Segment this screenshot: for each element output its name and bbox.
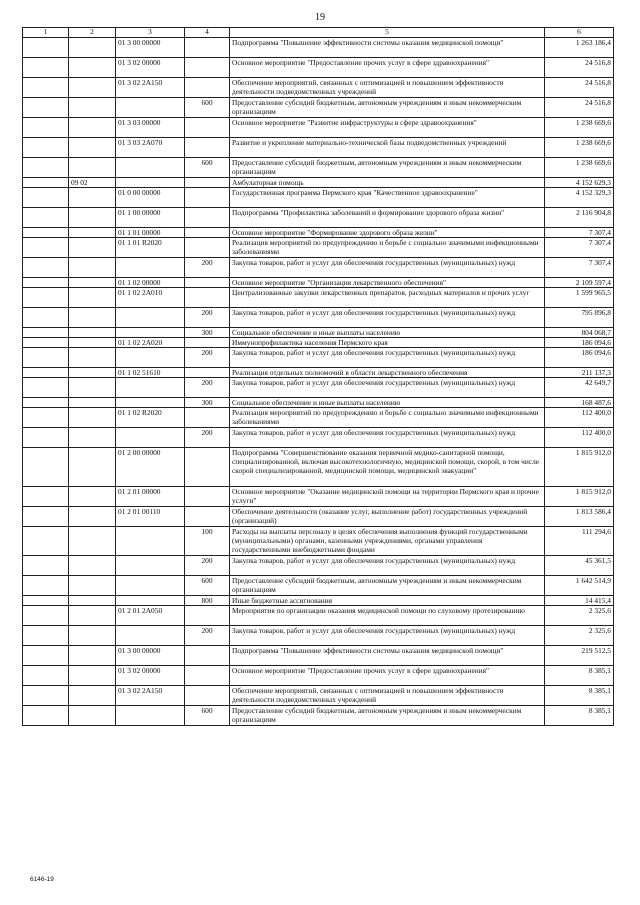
expense-type-cell	[185, 487, 230, 507]
subsection-cell	[69, 328, 116, 338]
section-cell	[23, 368, 69, 378]
item-name-cell: Иные бюджетные ассигнования	[230, 596, 545, 606]
amount-cell: 795 896,8	[545, 308, 614, 328]
table-row	[23, 666, 614, 686]
expense-type-cell	[185, 606, 230, 626]
amount-cell: 2 325,6	[545, 606, 614, 626]
section-cell	[23, 576, 69, 596]
item-name-cell: Подпрограмма "Профилактика заболеваний и формирование здорового образа жизни"	[230, 208, 545, 228]
item-name-cell: Предоставление субсидий бюджетным, автономным учреждениям и иным некоммерческим организациям	[230, 98, 545, 118]
table-row	[23, 228, 614, 238]
table-row	[23, 368, 614, 378]
amount-cell: 111 294,6	[545, 527, 614, 556]
table-row	[23, 118, 614, 138]
item-name-cell: Подпрограмма "Повышение эффективности системы оказания медицинской помощи"	[230, 646, 545, 666]
section-cell	[23, 706, 69, 726]
item-name-cell: Предоставление субсидий бюджетным, автономным учреждениям и иным некоммерческим организациям	[230, 706, 545, 726]
expense-type-cell	[185, 58, 230, 78]
table-row	[23, 606, 614, 626]
amount-cell: 42 649,7	[545, 378, 614, 398]
item-name-cell: Обеспечение мероприятий, связанных с оптимизацией и повышением эффективности деятельности подведомственных учреждений	[230, 78, 545, 98]
target-article-cell	[116, 706, 185, 726]
section-cell	[23, 118, 69, 138]
table-row	[23, 38, 614, 58]
amount-cell: 4 152 329,3	[545, 188, 614, 208]
expense-type-cell	[185, 338, 230, 348]
table-row	[23, 158, 614, 178]
target-article-cell: 01 3 00 00000	[116, 38, 185, 58]
target-article-cell: 01 1 02 R2020	[116, 408, 185, 428]
target-article-cell	[116, 378, 185, 398]
item-name-cell: Закупка товаров, работ и услуг для обеспечения государственных (муниципальных) нужд	[230, 348, 545, 368]
amount-cell: 1 263 186,4	[545, 38, 614, 58]
target-article-cell	[116, 98, 185, 118]
expense-type-cell: 600	[185, 98, 230, 118]
subsection-cell	[69, 428, 116, 448]
item-name-cell: Расходы на выплаты персоналу в целях обеспечения выполнения функций государственными (муниципальными) органами, казенными учреждениями, органами управления государственными внебюджетными фондами	[230, 527, 545, 556]
section-cell	[23, 288, 69, 308]
target-article-cell	[116, 178, 185, 188]
header-col-6: 6	[545, 28, 614, 38]
table-row	[23, 238, 614, 258]
amount-cell: 1 813 586,4	[545, 507, 614, 527]
amount-cell: 8 385,1	[545, 666, 614, 686]
table-row	[23, 348, 614, 368]
section-cell	[23, 666, 69, 686]
subsection-cell	[69, 58, 116, 78]
target-article-cell: 01 1 00 00000	[116, 208, 185, 228]
expense-type-cell	[185, 188, 230, 208]
item-name-cell: Основное мероприятие "Развитие инфраструктуры в сфере здравоохранения"	[230, 118, 545, 138]
expense-type-cell	[185, 507, 230, 527]
item-name-cell: Амбулаторная помощь	[230, 178, 545, 188]
item-name-cell: Основное мероприятие "Формирование здорового образа жизни"	[230, 228, 545, 238]
amount-cell: 14 415,4	[545, 596, 614, 606]
subsection-cell	[69, 448, 116, 487]
expense-type-cell: 200	[185, 308, 230, 328]
item-name-cell: Закупка товаров, работ и услуг для обеспечения государственных (муниципальных) нужд	[230, 308, 545, 328]
subsection-cell	[69, 238, 116, 258]
target-article-cell: 01 1 01 00000	[116, 228, 185, 238]
table-row	[23, 626, 614, 646]
subsection-cell	[69, 666, 116, 686]
table-row	[23, 398, 614, 408]
target-article-cell	[116, 328, 185, 338]
amount-cell: 2 325,6	[545, 626, 614, 646]
amount-cell: 2 116 904,8	[545, 208, 614, 228]
expense-type-cell	[185, 278, 230, 288]
subsection-cell	[69, 278, 116, 288]
target-article-cell	[116, 626, 185, 646]
table-row	[23, 208, 614, 228]
subsection-cell	[69, 368, 116, 378]
amount-cell: 24 516,8	[545, 58, 614, 78]
subsection-cell	[69, 487, 116, 507]
target-article-cell: 01 2 00 00000	[116, 448, 185, 487]
expense-type-cell	[185, 686, 230, 706]
section-cell	[23, 328, 69, 338]
amount-cell: 1 238 669,6	[545, 118, 614, 138]
section-cell	[23, 348, 69, 368]
expense-type-cell: 600	[185, 158, 230, 178]
subsection-cell	[69, 308, 116, 328]
table-row	[23, 278, 614, 288]
section-cell	[23, 178, 69, 188]
section-cell	[23, 507, 69, 527]
amount-cell: 168 487,6	[545, 398, 614, 408]
item-name-cell: Основное мероприятие "Оказание медицинской помощи на территории Пермского края и прочие услуги"	[230, 487, 545, 507]
expense-type-cell: 300	[185, 398, 230, 408]
section-cell	[23, 278, 69, 288]
expense-type-cell	[185, 138, 230, 158]
expense-type-cell	[185, 368, 230, 378]
table-row	[23, 556, 614, 576]
amount-cell: 804 068,7	[545, 328, 614, 338]
item-name-cell: Социальное обеспечение и иные выплаты населению	[230, 328, 545, 338]
amount-cell: 24 516,8	[545, 78, 614, 98]
amount-cell: 1 642 514,9	[545, 576, 614, 596]
target-article-cell	[116, 398, 185, 408]
subsection-cell	[69, 576, 116, 596]
item-name-cell: Закупка товаров, работ и услуг для обеспечения государственных (муниципальных) нужд	[230, 626, 545, 646]
target-article-cell: 01 2 01 2А050	[116, 606, 185, 626]
table-row	[23, 288, 614, 308]
subsection-cell	[69, 38, 116, 58]
amount-cell: 2 109 597,4	[545, 278, 614, 288]
amount-cell: 1 238 669,6	[545, 138, 614, 158]
table-row	[23, 258, 614, 278]
table-body	[23, 38, 614, 726]
item-name-cell: Основное мероприятие "Предоставление прочих услуг в сфере здравоохранения"	[230, 58, 545, 78]
expense-type-cell: 200	[185, 348, 230, 368]
header-col-3: 3	[116, 28, 185, 38]
section-cell	[23, 428, 69, 448]
target-article-cell	[116, 308, 185, 328]
subsection-cell	[69, 288, 116, 308]
amount-cell: 219 512,5	[545, 646, 614, 666]
table-row	[23, 596, 614, 606]
section-cell	[23, 448, 69, 487]
subsection-cell	[69, 158, 116, 178]
target-article-cell: 01 3 02 00000	[116, 666, 185, 686]
item-name-cell: Реализация мероприятий по предупреждению и борьбе с социально значимыми инфекционными заболеваниями	[230, 408, 545, 428]
expense-type-cell: 200	[185, 378, 230, 398]
section-cell	[23, 487, 69, 507]
target-article-cell	[116, 556, 185, 576]
subsection-cell	[69, 208, 116, 228]
target-article-cell: 01 2 01 00000	[116, 487, 185, 507]
amount-cell: 8 385,1	[545, 706, 614, 726]
target-article-cell: 01 1 02 00000	[116, 278, 185, 288]
amount-cell: 7 307,4	[545, 238, 614, 258]
subsection-cell	[69, 408, 116, 428]
section-cell	[23, 408, 69, 428]
amount-cell: 7 307,4	[545, 228, 614, 238]
table-row	[23, 178, 614, 188]
table-row	[23, 78, 614, 98]
section-cell	[23, 338, 69, 348]
section-cell	[23, 138, 69, 158]
item-name-cell: Реализация мероприятий по предупреждению и борьбе с социально значимыми инфекционными заболеваниями	[230, 238, 545, 258]
target-article-cell: 01 3 02 00000	[116, 58, 185, 78]
amount-cell: 1 815 912,0	[545, 448, 614, 487]
expense-type-cell	[185, 646, 230, 666]
table-row	[23, 646, 614, 666]
table-row	[23, 428, 614, 448]
target-article-cell: 01 1 02 2А020	[116, 338, 185, 348]
table-row	[23, 188, 614, 208]
subsection-cell	[69, 646, 116, 666]
table-row	[23, 576, 614, 596]
section-cell	[23, 378, 69, 398]
subsection-cell	[69, 118, 116, 138]
expense-type-cell	[185, 288, 230, 308]
subsection-cell	[69, 378, 116, 398]
item-name-cell: Обеспечение мероприятий, связанных с оптимизацией и повышением эффективности деятельности подведомственных учреждений	[230, 686, 545, 706]
section-cell	[23, 58, 69, 78]
expense-type-cell	[185, 38, 230, 58]
section-cell	[23, 556, 69, 576]
budget-table	[22, 27, 614, 726]
section-cell	[23, 78, 69, 98]
amount-cell: 211 137,3	[545, 368, 614, 378]
subsection-cell	[69, 527, 116, 556]
target-article-cell: 01 3 02 2А150	[116, 78, 185, 98]
section-cell	[23, 686, 69, 706]
item-name-cell: Подпрограмма "Повышение эффективности системы оказания медицинской помощи"	[230, 38, 545, 58]
item-name-cell: Социальное обеспечение и иные выплаты населению	[230, 398, 545, 408]
target-article-cell: 01 2 01 00110	[116, 507, 185, 527]
amount-cell: 1 599 965,5	[545, 288, 614, 308]
target-article-cell: 01 3 03 00000	[116, 118, 185, 138]
subsection-cell	[69, 258, 116, 278]
subsection-cell	[69, 686, 116, 706]
item-name-cell: Основное мероприятие "Предоставление прочих услуг в сфере здравоохранения"	[230, 666, 545, 686]
table-row	[23, 338, 614, 348]
subsection-cell	[69, 98, 116, 118]
table-row	[23, 527, 614, 556]
amount-cell: 1 815 912,0	[545, 487, 614, 507]
expense-type-cell: 600	[185, 706, 230, 726]
item-name-cell: Централизованные закупки лекарственных препаратов, расходных материалов и прочих услуг	[230, 288, 545, 308]
target-article-cell: 01 3 00 00000	[116, 646, 185, 666]
expense-type-cell: 600	[185, 576, 230, 596]
item-name-cell: Иммунопрофилактика населения Пермского края	[230, 338, 545, 348]
amount-cell: 7 307,4	[545, 258, 614, 278]
target-article-cell: 01 3 03 2А070	[116, 138, 185, 158]
table-row	[23, 408, 614, 428]
subsection-cell	[69, 398, 116, 408]
item-name-cell: Мероприятия по организации оказания медицинской помощи по слуховому протезированию	[230, 606, 545, 626]
section-cell	[23, 646, 69, 666]
item-name-cell: Подпрограмма "Совершенствование оказания первичной медико-санитарной помощи, специализированной, включая высокотехнологичную, медицинской помощи, скорой, в том числе скорой специализированной, медицинской помощи, медицинской эвакуации"	[230, 448, 545, 487]
target-article-cell	[116, 527, 185, 556]
item-name-cell: Закупка товаров, работ и услуг для обеспечения государственных (муниципальных) нужд	[230, 556, 545, 576]
table-row	[23, 98, 614, 118]
subsection-cell: 09 02	[69, 178, 116, 188]
section-cell	[23, 188, 69, 208]
table-row	[23, 686, 614, 706]
header-col-4: 4	[185, 28, 230, 38]
expense-type-cell	[185, 118, 230, 138]
item-name-cell: Обеспечение деятельности (оказание услуг, выполнение работ) государственных учреждений (организаций)	[230, 507, 545, 527]
amount-cell: 1 238 669,6	[545, 158, 614, 178]
target-article-cell: 01 3 02 2А150	[116, 686, 185, 706]
subsection-cell	[69, 188, 116, 208]
subsection-cell	[69, 606, 116, 626]
target-article-cell: 01 0 00 00000	[116, 188, 185, 208]
section-cell	[23, 38, 69, 58]
target-article-cell	[116, 258, 185, 278]
section-cell	[23, 228, 69, 238]
page-number: 19	[315, 12, 325, 23]
item-name-cell: Государственная программа Пермского края "Качественное здравоохранение"	[230, 188, 545, 208]
item-name-cell: Предоставление субсидий бюджетным, автономным учреждениям и иным некоммерческим организациям	[230, 576, 545, 596]
amount-cell: 4 152 629,3	[545, 178, 614, 188]
target-article-cell	[116, 428, 185, 448]
expense-type-cell	[185, 178, 230, 188]
table-row	[23, 378, 614, 398]
expense-type-cell	[185, 228, 230, 238]
subsection-cell	[69, 507, 116, 527]
subsection-cell	[69, 228, 116, 238]
expense-type-cell: 800	[185, 596, 230, 606]
amount-cell: 8 385,1	[545, 686, 614, 706]
section-cell	[23, 208, 69, 228]
header-row	[23, 28, 614, 38]
amount-cell: 112 400,0	[545, 428, 614, 448]
expense-type-cell: 200	[185, 626, 230, 646]
expense-type-cell	[185, 78, 230, 98]
header-col-1: 1	[23, 28, 69, 38]
section-cell	[23, 398, 69, 408]
amount-cell: 186 094,6	[545, 338, 614, 348]
amount-cell: 112 400,0	[545, 408, 614, 428]
expense-type-cell	[185, 448, 230, 487]
subsection-cell	[69, 626, 116, 646]
amount-cell: 24 516,8	[545, 98, 614, 118]
amount-cell: 45 361,5	[545, 556, 614, 576]
subsection-cell	[69, 78, 116, 98]
section-cell	[23, 158, 69, 178]
item-name-cell: Реализация отдельных полномочий в области лекарственного обеспечения	[230, 368, 545, 378]
item-name-cell: Закупка товаров, работ и услуг для обеспечения государственных (муниципальных) нужд	[230, 378, 545, 398]
expense-type-cell	[185, 208, 230, 228]
item-name-cell: Предоставление субсидий бюджетным, автономным учреждениям и иным некоммерческим организациям	[230, 158, 545, 178]
subsection-cell	[69, 348, 116, 368]
expense-type-cell: 300	[185, 328, 230, 338]
target-article-cell: 01 1 02 51610	[116, 368, 185, 378]
expense-type-cell: 200	[185, 428, 230, 448]
section-cell	[23, 308, 69, 328]
section-cell	[23, 596, 69, 606]
table-row	[23, 308, 614, 328]
table-row	[23, 448, 614, 487]
expense-type-cell: 100	[185, 527, 230, 556]
expense-type-cell	[185, 666, 230, 686]
section-cell	[23, 527, 69, 556]
section-cell	[23, 238, 69, 258]
section-cell	[23, 98, 69, 118]
target-article-cell: 01 1 01 R2020	[116, 238, 185, 258]
item-name-cell: Развитие и укрепление материально-технической базы подведомственных учреждений	[230, 138, 545, 158]
table-row	[23, 487, 614, 507]
subsection-cell	[69, 596, 116, 606]
amount-cell: 186 094,6	[545, 348, 614, 368]
section-cell	[23, 258, 69, 278]
section-cell	[23, 626, 69, 646]
target-article-cell	[116, 348, 185, 368]
header-col-2: 2	[69, 28, 116, 38]
expense-type-cell: 200	[185, 258, 230, 278]
target-article-cell	[116, 576, 185, 596]
table-row	[23, 706, 614, 726]
table-row	[23, 58, 614, 78]
expense-type-cell	[185, 238, 230, 258]
expense-type-cell: 200	[185, 556, 230, 576]
target-article-cell	[116, 596, 185, 606]
table-row	[23, 138, 614, 158]
header-col-5: 5	[230, 28, 545, 38]
item-name-cell: Основное мероприятие "Организация лекарственного обеспечения"	[230, 278, 545, 288]
section-cell	[23, 606, 69, 626]
table-row	[23, 328, 614, 338]
item-name-cell: Закупка товаров, работ и услуг для обеспечения государственных (муниципальных) нужд	[230, 258, 545, 278]
table-row	[23, 507, 614, 527]
target-article-cell: 01 1 02 2А010	[116, 288, 185, 308]
footer-code: 6146-19	[30, 876, 54, 883]
expense-type-cell	[185, 408, 230, 428]
target-article-cell	[116, 158, 185, 178]
subsection-cell	[69, 556, 116, 576]
subsection-cell	[69, 706, 116, 726]
subsection-cell	[69, 338, 116, 348]
item-name-cell: Закупка товаров, работ и услуг для обеспечения государственных (муниципальных) нужд	[230, 428, 545, 448]
subsection-cell	[69, 138, 116, 158]
